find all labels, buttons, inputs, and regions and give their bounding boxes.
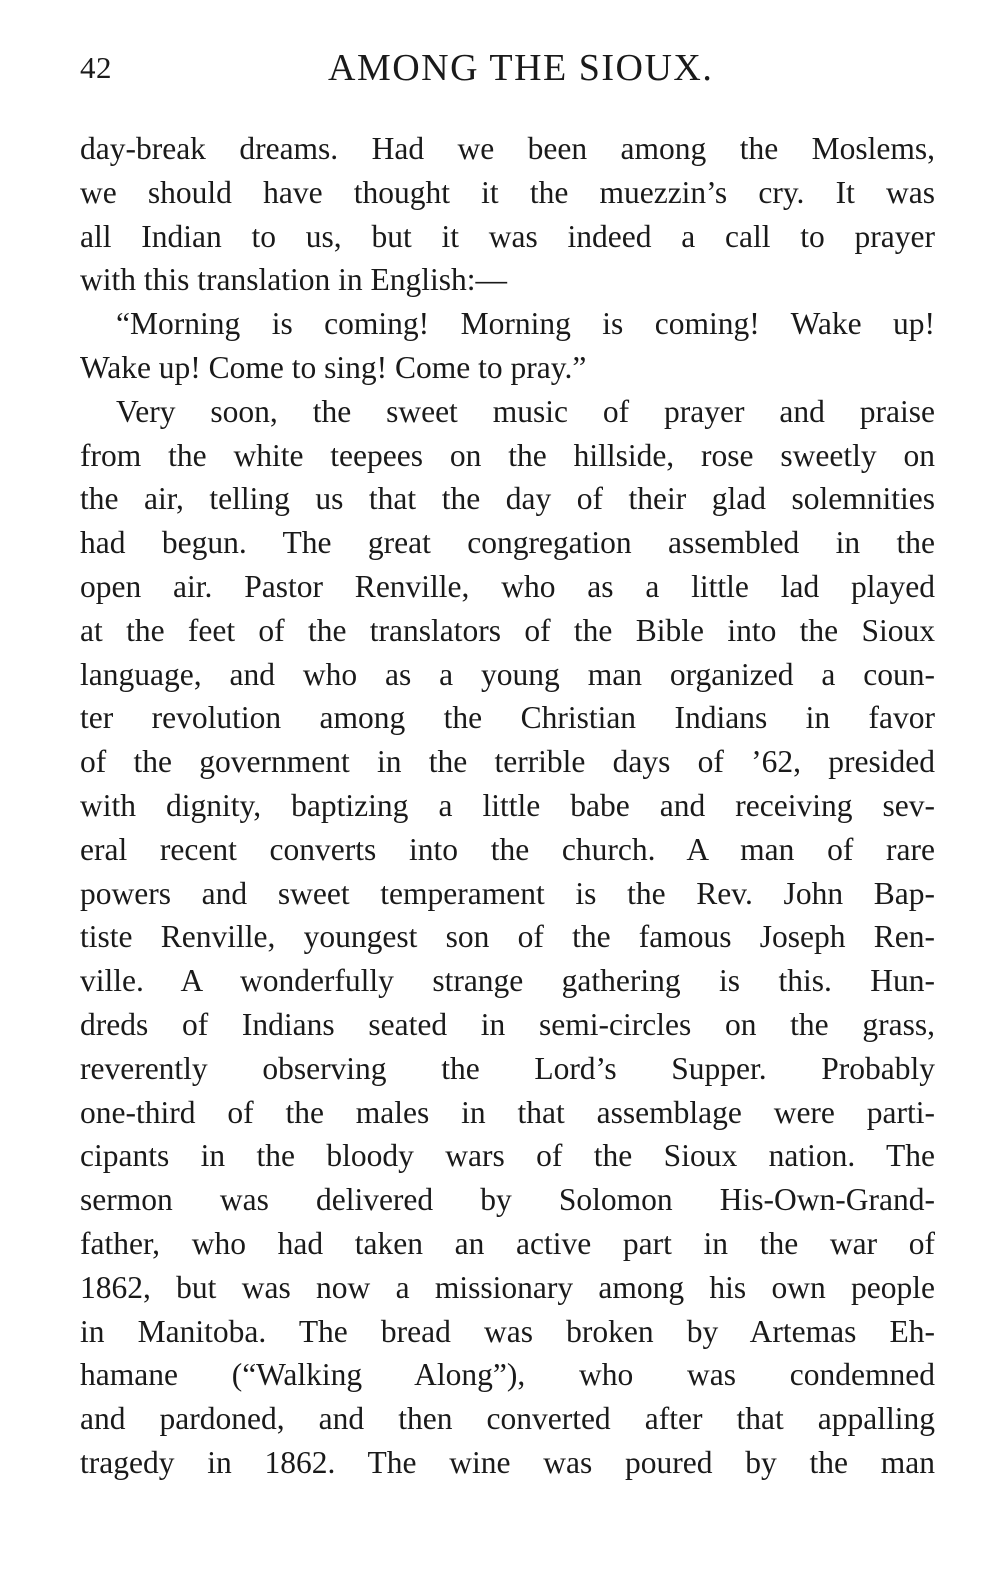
body-text [80, 127, 935, 1485]
running-title: AMONG THE SIOUX. [328, 47, 714, 89]
text-line: powers and sweet temperament is the Rev. John Bap- [80, 875, 935, 911]
text-line: tragedy in 1862. The wine was poured by the man [80, 1444, 935, 1480]
text-line: day-break dreams. Had we been among the Moslems, [80, 131, 935, 166]
text-line: hamane (“Walking Along”), who was condemned [80, 1357, 935, 1393]
text-line: with this translation in English:— [80, 262, 507, 298]
text-line: all Indian to us, but it was indeed a call to prayer [80, 218, 935, 254]
text-line: sermon was delivered by Solomon His-Own-Grand- [80, 1182, 935, 1218]
text-line: dreds of Indians seated in semi-circles on the grass, [80, 1006, 935, 1042]
text-line: open air. Pastor Renville, who as a little lad played [80, 568, 935, 604]
running-head [80, 46, 935, 96]
text-line: cipants in the bloody wars of the Sioux nation. The [80, 1138, 935, 1174]
text-line: the air, telling us that the day of their glad solemnities [80, 481, 935, 517]
text-line: ter revolution among the Christian Indians in favor [80, 700, 935, 736]
text-line: we should have thought it the muezzin’s cry. It was [80, 174, 935, 210]
text-line: tiste Renville, youngest son of the famous Joseph Ren- [80, 919, 935, 955]
text-line: Wake up! Come to sing! Come to pray.” [80, 349, 587, 385]
text-line: had begun. The great congregation assembled in the [80, 525, 935, 561]
text-line: reverently observing the Lord’s Supper. Probably [80, 1050, 935, 1086]
text-line: with dignity, baptizing a little babe and receiving sev- [80, 787, 935, 823]
text-line: father, who had taken an active part in the war of [80, 1225, 935, 1261]
text-line: Very soon, the sweet music of prayer and praise [116, 393, 935, 429]
text-line: 1862, but was now a missionary among his own people [80, 1269, 935, 1305]
text-line: “Morning is coming! Morning is coming! Wake up! [116, 306, 935, 342]
text-line: eral recent converts into the church. A man of rare [80, 831, 935, 867]
text-line: from the white teepees on the hillside, rose sweetly on [80, 437, 935, 473]
text-line: language, and who as a young man organized a coun- [80, 656, 935, 692]
text-line: one-third of the males in that assemblage were parti- [80, 1094, 935, 1130]
text-line: in Manitoba. The bread was broken by Artemas Eh- [80, 1313, 935, 1349]
text-line: and pardoned, and then converted after that appalling [80, 1401, 935, 1437]
text-line: ville. A wonderfully strange gathering is this. Hun- [80, 963, 935, 999]
page-number: 42 [80, 50, 112, 85]
text-line: at the feet of the translators of the Bible into the Sioux [80, 612, 935, 648]
text-line: of the government in the terrible days of ’62, presided [80, 744, 935, 780]
